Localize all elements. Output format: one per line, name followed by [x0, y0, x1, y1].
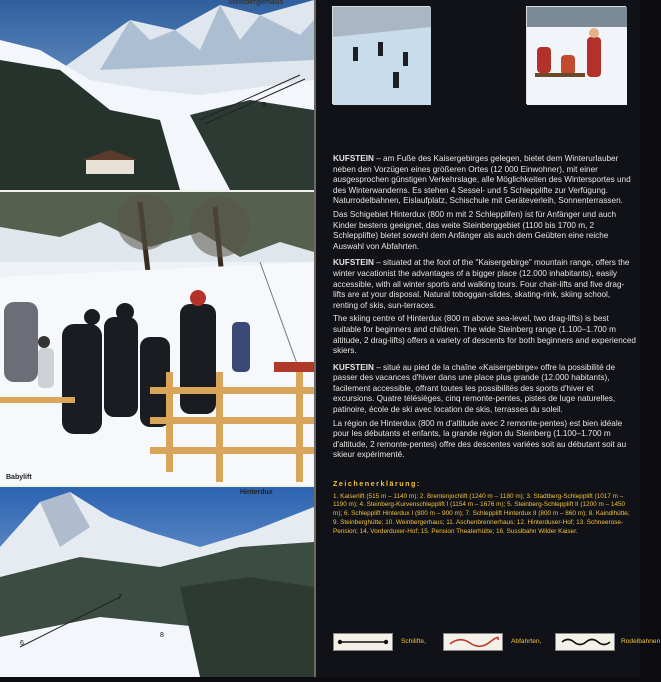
photo-skating-rink-drawing: [333, 7, 431, 105]
article-german: [333, 154, 636, 252]
article-french: [333, 363, 636, 461]
ski-lift-key-icon: [333, 633, 393, 651]
paragraph-text: Das Schigebiet Hinterdux (800 m mit 2 Schlepplifen) ist für Anfänger und auch Kinder bestens geeignet, das weite Steinberggebiet (1100 bis 1700 m, 2 Schlepplifte) bietet sowohl dem Anfänger als auch dem Geübten eine reiche Auswahl von Abfahrten.: [333, 209, 617, 251]
text-panel: [314, 0, 661, 677]
photo-hinterdux-drawing: [0, 487, 314, 677]
paragraph-text: – am Fuße des Kaisergebirges gelegen, bietet dem Winterurlauber neben den Vorzügen eines größeren Ortes (12 000 Einwohner), mit einer ausgesprochen günstigen Verkehrslage, alle Möglichkeiten des Wintersportes und des Winterwanderns. Es stehen 4 Sessel- und 5 Schlepplifte zur Verfügung. Naturrodelbahnen, Eislaufplatz, Schischule mit Geräteverleih, Sonnenterrassen.: [333, 154, 631, 206]
legend-text: 1. Kaiserlift (515 m – 1140 m); 2. Brentenjochlift (1240 m – 1180 m); 3. Stadtberg-Schlepplift (1017 m – 1190 m); 4. Steinberg-Kurvenschlepplift I (1154 m – 1676 m); 5. Steinberg-Schlepplift II (1200 m – 1450 m); 6. Schlepplift Hinterdux I (800 m – 900 m); 7. Schlepplift Hinterdux II (800 m – 860 m); 8. Kaindlhütte; 9. Steinberghütte; 10. Weinbergerhaus; 11. Aschenbrennerhaus; 12. Hinterduxer-Hof; 13. Schneerose-Pension; 14. Vorderduxer-Hof; 15. Pension Theaterhütte; 16. Susslbahn Wilder Kaiser.: [333, 492, 630, 535]
article-english: [333, 258, 636, 356]
map-marker: 8: [160, 632, 164, 639]
map-marker: 6: [20, 640, 24, 647]
photo-babylift-drawing: [0, 192, 314, 485]
piste-key-icon: [443, 633, 503, 651]
photo-column: [0, 0, 314, 677]
article-paragraph: [333, 314, 636, 356]
article-paragraph: [333, 210, 636, 252]
toboggan-key-label: Rodelbahnen: [621, 638, 661, 645]
article-paragraph: [333, 363, 636, 416]
photo-steinberg: [0, 0, 314, 190]
article-text: [333, 154, 636, 537]
photo-tobogganing: [526, 6, 626, 104]
piste-symbol: [444, 634, 502, 650]
map-key: [333, 633, 661, 653]
photo-tobogganing-drawing: [527, 7, 627, 105]
town-name: KUFSTEIN: [333, 154, 374, 163]
toboggan-run-symbol: [556, 634, 614, 650]
caption-hinterdux: Hinterdux: [240, 489, 273, 496]
ski-lift-symbol: [334, 634, 392, 650]
ski-lift-key-label: Schilifte,: [401, 638, 426, 645]
map-marker: 5: [262, 102, 266, 109]
paragraph-text: – situated at the foot of the "Kaisergebirge" mountain range, offers the winter vacationist the advantages of a bigger place (12.000 inhabitants), easily accessible, with all winter sports and walking tours. Four chair-lifts and five drag-lifts are at your disposal. Natural toboggan-slides, skating-rink, skiing school, renting of skis, sun-terraces.: [333, 258, 630, 310]
legend-title: Zeichenerklärung:: [333, 479, 421, 489]
toboggan-key-icon: [555, 633, 615, 651]
piste-key-label: Abfahrten,: [511, 638, 542, 645]
article-paragraph: [333, 154, 636, 207]
photo-steinberg-drawing: [0, 0, 314, 190]
town-name: KUFSTEIN: [333, 362, 374, 372]
caption-steinberg: Steinbergerhaus: [228, 0, 284, 6]
paragraph-text: The skiing centre of Hinterdux (800 m above sea-level, two drag-lifts) is best suitable for beginners and children. The wide Steinberg range (1.100–1.700 m altitude, 2 drag-lifts) offers a variety of descents for both beginners and experienced skiers.: [333, 314, 636, 356]
article-paragraph: [333, 419, 636, 461]
photo-hinterdux: [0, 487, 314, 677]
article-paragraph: [333, 258, 636, 311]
paragraph-text: – situé au pied de la chaîne «Kaisergebirge» offre la possibilité de passer des vacances d'hiver dans une place plus grande (12.000 habitants), facilement accessible, offrant toutes les possibilités des sports d'hiver et excursions. Quatre télésièges, cinq remonte-pentes, pistes de luge naturelles, patinoire, école de ski avec location de skis, terrasses du soleil.: [333, 362, 616, 415]
photo-babylift: [0, 192, 314, 485]
paragraph-text: La région de Hinterdux (800 m d'altitude avec 2 remonte-pentes) est bien idéale pour les débutants et enfants, la grande région du Steinberg (1.100–1.700 m d'altitude, 2 remonte-pentes) offre des descentes variées soit au débutant soit au skieur expérimenté.: [333, 418, 627, 460]
caption-babylift: Babylift: [6, 474, 32, 481]
town-name: KUFSTEIN: [333, 258, 374, 268]
photo-skating-rink: [332, 6, 430, 104]
map-marker: 7: [118, 594, 122, 601]
